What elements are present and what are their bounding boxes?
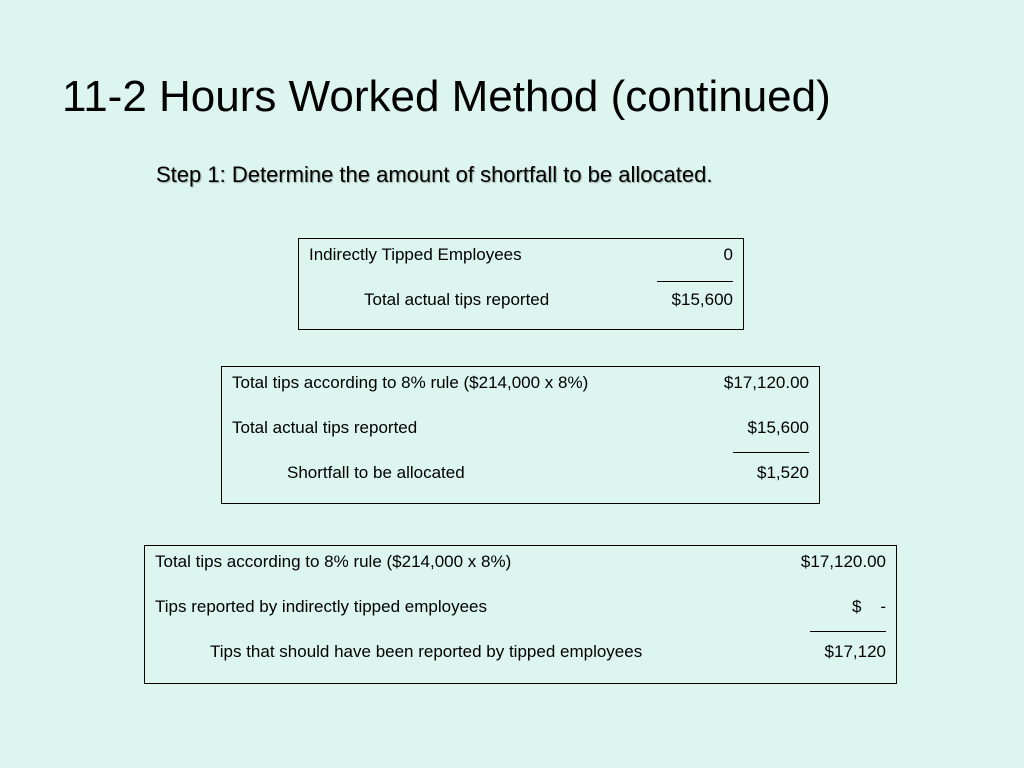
row-label: Total actual tips reported — [232, 418, 418, 437]
row-value: $17,120.00 — [800, 552, 886, 571]
table-row — [222, 457, 819, 502]
row-label: Indirectly Tipped Employees — [309, 245, 522, 264]
table-row — [222, 367, 819, 412]
row-value: $ - — [851, 597, 886, 616]
indirect-tips-table — [298, 238, 744, 330]
row-value: $17,120.00 — [723, 373, 809, 392]
row-label: Tips reported by indirectly tipped employees — [155, 597, 487, 616]
row-label: Shortfall to be allocated — [287, 463, 465, 482]
row-value: $17,120 — [824, 642, 886, 661]
row-value: $15,600 — [747, 418, 809, 437]
slide-title: 11-2 Hours Worked Method (continued) — [62, 72, 831, 121]
table-row — [145, 546, 896, 591]
subtotal-rule — [810, 631, 886, 632]
table-row — [299, 239, 743, 284]
subtotal-rule — [657, 281, 733, 282]
table-row — [222, 412, 819, 457]
tipped-employees-table — [144, 545, 897, 684]
table-row — [145, 636, 896, 681]
row-value: 0 — [723, 245, 733, 264]
row-label: Total actual tips reported — [364, 290, 550, 309]
row-label: Total tips according to 8% rule ($214,000 x 8%) — [155, 552, 512, 571]
table-row — [299, 284, 743, 329]
row-value: $15,600 — [671, 290, 733, 309]
row-value: $1,520 — [757, 463, 809, 482]
shortfall-table — [221, 366, 820, 504]
subtotal-rule — [733, 452, 809, 453]
row-label: Total tips according to 8% rule ($214,000 x 8%) — [232, 373, 589, 392]
table-row — [145, 591, 896, 636]
row-label: Tips that should have been reported by tipped employees — [210, 642, 643, 661]
step-instruction: Step 1: Determine the amount of shortfall to be allocated. — [156, 162, 713, 187]
